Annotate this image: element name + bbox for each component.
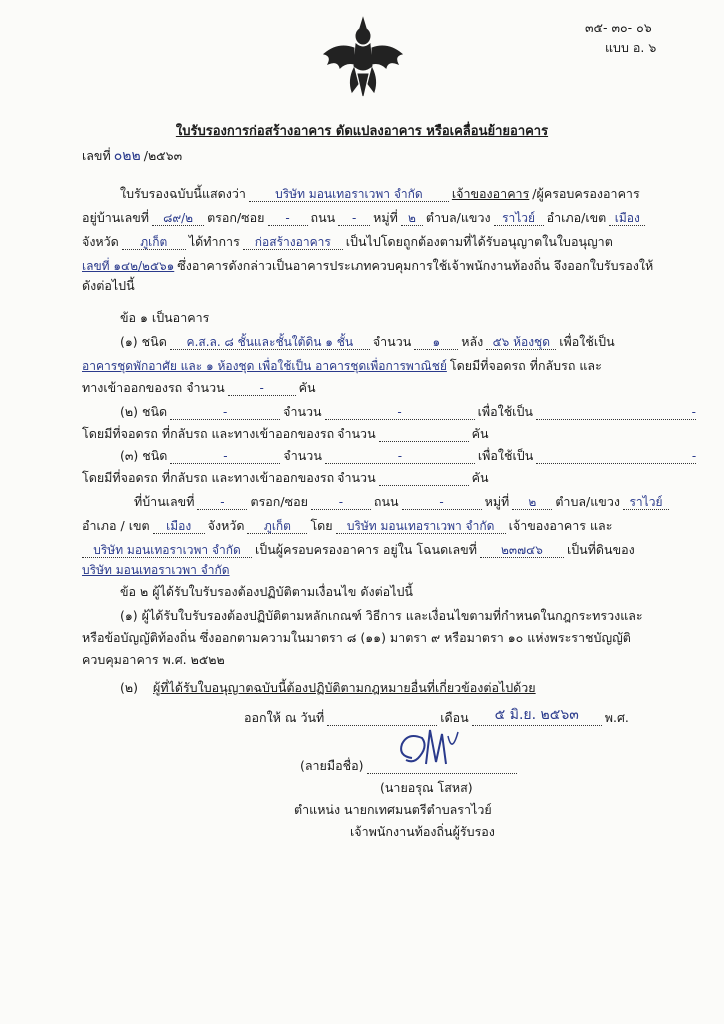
intro-line-4 [82, 258, 653, 274]
item3-type-field [170, 451, 280, 464]
amphoe-label: อำเภอ/เขต [546, 210, 607, 225]
address-field [152, 213, 204, 226]
item2-parking-field [379, 429, 469, 442]
intro-line-4-rest: ซึ่งอาคารดังกล่าวเป็นอาคารประเภทควบคุมการใช้เจ้าพนักงานท้องถิ่น จึงออกใบรับรองให้ [177, 258, 654, 273]
issue-stamp-date: ๕ มิ.ย. ๒๕๖๓ [494, 707, 579, 723]
item1-rooms-value: ๕๖ ห้องชุด [492, 335, 550, 349]
by-label: โดย [310, 518, 333, 533]
item3-qty-label: จำนวน [283, 448, 322, 463]
item3-qty-value: - [397, 449, 403, 463]
item1-type-value: ค.ส.ล. ๘ ชั้นและชั้นใต้ดิน ๑ ชั้น [186, 335, 354, 349]
moo-field [401, 213, 423, 226]
location-road-label: ถนน [373, 494, 399, 509]
item3-use-label: เพื่อใช้เป็น [477, 448, 534, 463]
item2-line [120, 404, 696, 420]
road-value: - [352, 211, 357, 225]
item1-qty-label: จำนวน [372, 334, 412, 349]
item1-label: (๑) ชนิด [120, 334, 167, 349]
certificate-number-line [82, 148, 182, 164]
clause2-c2-text: ผู้ที่ได้รับใบอนุญาตฉบับนี้ต้องปฏิบัติตามกฎหมายอื่นที่เกี่ยวข้องต่อไปด้วย [153, 680, 536, 695]
soi-field [268, 213, 308, 226]
item1-parking-label: ทางเข้าออกของรถ จำนวน [82, 380, 225, 395]
signer-position: ตำแหน่ง นายกเทศมนตรีตำบลราไวย์ [294, 802, 492, 817]
item1-qty-field [414, 337, 458, 350]
location-tambon-field [623, 497, 669, 510]
intro-line-3-rest: เป็นไปโดยถูกต้องตามที่ได้รับอนุญาตในใบอนุญาต [345, 234, 613, 249]
item2-label: (๒) ชนิด [120, 404, 168, 419]
item2-use-label: เพื่อใช้เป็น [477, 404, 533, 419]
company-field [249, 189, 449, 202]
intro-line-2 [82, 210, 645, 226]
item3-type-value: - [223, 449, 228, 463]
holder-line [82, 542, 635, 558]
location-soi-field [311, 497, 371, 510]
item1-use-label: เพื่อใช้เป็น [559, 334, 615, 349]
location-road-value: - [439, 495, 444, 509]
role-owner: เจ้าของอาคาร [451, 186, 530, 201]
address-label: อยู่บ้านเลขที่ [82, 210, 150, 225]
item1-parking-prefix: โดยมีที่จอดรถ ที่กลับรถ และ [449, 358, 602, 373]
item3-parking-qty-label: จำนวน [337, 470, 376, 485]
owner-and-label: เจ้าของอาคาร และ [508, 518, 613, 533]
location-province-value: ภูเก็ต [263, 519, 291, 533]
location-amphoe-value: เมือง [166, 519, 192, 533]
tambon-value: ราไวย์ [502, 211, 536, 225]
item3-parking-unit: คัน [471, 470, 489, 485]
item2-type-field [170, 407, 280, 420]
item1-line [120, 334, 615, 350]
clause1-heading: ข้อ ๑ เป็นอาคาร [120, 310, 210, 325]
location-line-2 [82, 518, 612, 534]
land-of-label: เป็นที่ดินของ [566, 542, 635, 557]
item2-parking-unit: คัน [471, 426, 489, 441]
item3-parking-line [82, 470, 489, 486]
item2-qty-value: - [397, 405, 402, 419]
location-moo-field [512, 497, 552, 510]
permit-number: เลขที่ ๑๔๒/๒๕๖๑ [82, 259, 175, 273]
location-amphoe-label: อำเภอ / เขต [82, 518, 150, 533]
company-value: บริษัท มอนเทอราเวพา จำกัด [275, 187, 423, 201]
role-rest: /ผู้ครอบครองอาคาร [532, 186, 640, 201]
item1-parking-unit: คัน [298, 380, 316, 395]
location-amphoe-field [153, 521, 205, 534]
item3-parking-label: โดยมีที่จอดรถ ที่กลับรถ และทางเข้าออกของรถ [82, 470, 335, 485]
location-moo-label: หมู่ที่ [484, 494, 510, 509]
form-number: แบบ อ. ๖ [605, 40, 657, 55]
location-line-1 [134, 494, 669, 510]
item1-qty-value: ๑ [432, 335, 441, 349]
item2-use-field [536, 407, 696, 420]
issue-month-field [472, 707, 602, 726]
land-owner-value: บริษัท มอนเทอราเวพา จำกัด [82, 563, 230, 577]
item3-qty-field [325, 451, 475, 464]
clause2-heading: ข้อ ๒ ผู้ได้รับใบรับรองต้องปฏิบัติตามเงื่อนไข ดังต่อไปนี้ [120, 584, 413, 599]
holder-company-field [82, 545, 252, 558]
signature-label: (ลายมือชื่อ) [300, 758, 364, 773]
did-label: ได้ทำการ [188, 234, 240, 249]
location-no-field [197, 497, 247, 510]
location-label: ที่บ้านเลขที่ [134, 494, 195, 509]
item1-use-line [82, 358, 602, 374]
clause2-c1-line-1: (๑) ผู้ได้รับใบรับรองต้องปฏิบัติตามหลักเกณฑ์ วิธีการ และเงื่อนไขตามที่กำหนดในกฎกระทรวงและ [120, 608, 643, 623]
item1-rooms-field [486, 337, 556, 350]
location-soi-label: ตรอก/ซอย [250, 494, 308, 509]
issue-month-label: เดือน [440, 710, 469, 725]
clause2-c1-line-3: ควบคุมอาคาร พ.ศ. ๒๕๒๒ [82, 652, 225, 667]
action-value: ก่อสร้างอาคาร [254, 235, 331, 249]
deed-no-field [480, 545, 564, 558]
amphoe-field [609, 213, 645, 226]
location-no-value: - [220, 495, 225, 509]
number-label: เลขที่ [82, 148, 111, 163]
tambon-field [494, 213, 544, 226]
action-field [243, 237, 343, 250]
location-province-label: จังหวัด [207, 518, 245, 533]
item2-type-value: - [222, 405, 228, 419]
item2-qty-field [325, 407, 475, 420]
document-title: ใบรับรองการก่อสร้างอาคาร ดัดแปลงอาคาร หรือเคลื่อนย้ายอาคาร [175, 124, 549, 139]
amphoe-value: เมือง [614, 211, 640, 225]
item1-unit: หลัง [461, 334, 484, 349]
intro-line-1 [120, 186, 640, 202]
item3-use-field [536, 451, 696, 464]
number-value: ๐๒๒ [113, 148, 141, 164]
by-company-value: บริษัท มอนเทอราเวพา จำกัด [346, 519, 495, 533]
soi-value: - [285, 211, 290, 225]
road-label: ถนน [310, 210, 336, 225]
issue-date-label: ออกให้ ณ วันที่ [244, 710, 325, 725]
location-province-field [247, 521, 307, 534]
province-label: จังหวัด [82, 234, 119, 249]
item1-parking-line [82, 380, 316, 396]
address-value: ๘๙/๒ [163, 211, 194, 225]
clause2-c2-line [120, 680, 536, 696]
tambon-label: ตำบล/แขวง [425, 210, 491, 225]
location-road-field [402, 497, 482, 510]
land-owner-line [82, 562, 230, 578]
holder-company-value: บริษัท มอนเทอราเวพา จำกัด [93, 543, 241, 557]
location-tambon-value: ราไวย์ [629, 495, 663, 509]
item2-parking-qty-label: จำนวน [337, 426, 376, 441]
item1-use-value: อาคารชุดพักอาศัย และ ๑ ห้องชุด เพื่อใช้เป็น อาคารชุดเพื่อการพาณิชย์ [82, 359, 447, 373]
clause2-c2-label: (๒) [120, 680, 138, 695]
number-suffix: /๒๕๖๓ [143, 148, 183, 163]
deed-no-value: ๒๓๗๔๖ [501, 543, 543, 557]
location-moo-value: ๒ [528, 495, 537, 509]
item2-use-value: - [691, 405, 696, 419]
item3-label: (๓) ชนิด [120, 448, 168, 463]
signer-role: เจ้าพนักงานท้องถิ่นผู้รับรอง [350, 824, 495, 839]
by-company-field [336, 521, 506, 534]
signer-name: (นายอรุณ โสหส) [380, 780, 473, 795]
moo-value: ๒ [407, 211, 416, 225]
item2-parking-label: โดยมีที่จอดรถ ที่กลับรถ และทางเข้าออกของรถ [82, 426, 335, 441]
intro-line-5: ดังต่อไปนี้ [82, 278, 135, 293]
holder-text: เป็นผู้ครอบครองอาคาร อยู่ใน โฉนดเลขที่ [255, 542, 477, 557]
item1-parking-field [228, 383, 296, 396]
moo-label: หมู่ที่ [373, 210, 398, 225]
location-soi-value: - [338, 495, 344, 509]
item3-use-value: - [691, 449, 697, 463]
item3-parking-field [379, 473, 469, 486]
clause2-c1-line-2: หรือข้อบัญญัติท้องถิ่น ซึ่งออกตามความในมาตรา ๘ (๑๑) มาตรา ๙ หรือมาตรา ๑๐ แห่งพระราชบัญญัติ [82, 630, 631, 645]
item1-type-field [170, 337, 370, 350]
road-field [338, 213, 370, 226]
province-value: ภูเก็ต [140, 235, 168, 249]
item2-qty-label: จำนวน [283, 404, 322, 419]
intro-prefix: ใบรับรองฉบับนี้แสดงว่า [120, 186, 246, 201]
item3-line [120, 448, 696, 464]
handwritten-signature-icon [392, 724, 472, 780]
item1-parking-value: - [259, 381, 264, 395]
province-field [122, 237, 186, 250]
soi-label: ตรอก/ซอย [207, 210, 265, 225]
intro-line-3 [82, 234, 613, 250]
issue-year-label: พ.ศ. [604, 710, 629, 725]
garuda-emblem-icon [318, 14, 408, 98]
document-code: ๓๕- ๓๐- ๐๖ [585, 20, 652, 35]
location-tambon-label: ตำบล/แขวง [555, 494, 620, 509]
item2-parking-line [82, 426, 489, 442]
